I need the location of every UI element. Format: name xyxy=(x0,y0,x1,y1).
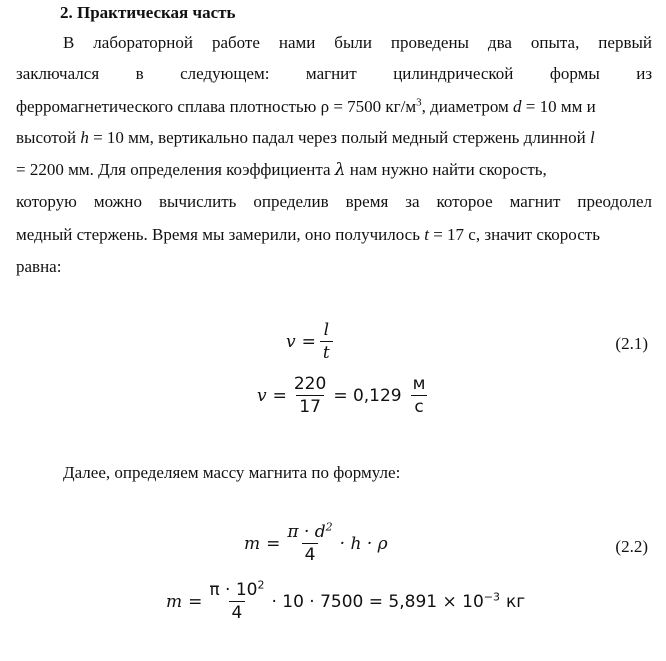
fraction xyxy=(291,374,329,417)
numerator xyxy=(284,522,335,543)
word: следующем: xyxy=(180,64,270,83)
eq-lhs: m xyxy=(166,591,183,612)
unit-denominator: с xyxy=(411,395,426,417)
variable-t: t xyxy=(424,225,429,244)
eq-rest: · h · ρ xyxy=(339,533,388,554)
paragraph-line: В лабораторной работе нами были проведены два опыта, первый xyxy=(63,33,652,52)
paragraph-line: Далее, определяем массу магнита по формуле: xyxy=(63,463,401,482)
eq-sign: = xyxy=(188,591,203,612)
word: цилиндрической xyxy=(393,64,514,83)
word: в xyxy=(135,64,144,83)
equation-2-2-numeric xyxy=(166,580,525,623)
word: заключался xyxy=(16,64,100,83)
paragraph-line: равна: xyxy=(16,257,62,276)
numerator-text: π · d xyxy=(287,522,326,542)
word: магнит xyxy=(305,64,357,83)
fraction xyxy=(284,522,335,565)
superscript: 2 xyxy=(325,520,333,534)
variable-lambda: λ xyxy=(334,160,346,180)
eq-sign: = xyxy=(301,331,316,352)
word: из xyxy=(636,64,653,83)
text-run: = 10 мм, вертикально падал через полый медный стержень длинной xyxy=(88,128,590,147)
unit-fraction xyxy=(410,374,429,417)
text-run: ферромагнетического сплава плотностью ρ = 7500 кг/м xyxy=(16,97,417,116)
exponent: −3 xyxy=(483,589,500,603)
paragraph-line xyxy=(16,96,652,118)
paragraph-line xyxy=(16,127,652,149)
eq-sign: = xyxy=(266,533,281,554)
eq-lhs: v xyxy=(286,331,296,352)
equation-number: (2.1) xyxy=(615,334,648,353)
word: формы xyxy=(549,64,600,83)
section-heading: 2. Практическая часть xyxy=(60,3,236,22)
variable-h: h xyxy=(80,128,89,147)
text-run: = 10 мм и xyxy=(521,97,596,116)
equation-number: (2.2) xyxy=(615,537,648,556)
paragraph-line xyxy=(16,224,652,246)
eq-sign: = xyxy=(272,385,287,406)
numerator: l xyxy=(323,320,329,340)
superscript: 3 xyxy=(416,96,422,109)
unit: кг xyxy=(506,591,526,612)
numerator-text: π · 10 xyxy=(209,580,258,600)
equation-2-2 xyxy=(244,522,388,565)
text-run: = 17 с, значит скорость xyxy=(428,225,600,244)
fraction xyxy=(320,320,333,363)
equation-2-1-numeric xyxy=(257,374,432,417)
eq-result: = 0,129 xyxy=(333,385,402,406)
eq-rest xyxy=(271,589,526,612)
denominator: t xyxy=(320,341,333,363)
unit-numerator: м xyxy=(412,374,426,394)
eq-rest-text: · 10 · 7500 = 5,891 × 10 xyxy=(271,591,484,612)
numerator: 220 xyxy=(293,374,327,394)
variable-l: l xyxy=(589,128,595,147)
eq-lhs: m xyxy=(244,533,261,554)
variable-d: d xyxy=(513,97,522,116)
equation-2-1 xyxy=(286,320,337,363)
denominator: 4 xyxy=(302,543,319,565)
fraction xyxy=(206,580,267,623)
paragraph-line: которую можно вычислить определив время за которое магнит преодолел xyxy=(16,192,652,211)
text-run: нам нужно найти скорость, xyxy=(345,160,547,179)
paragraph-line xyxy=(16,63,652,85)
superscript: 2 xyxy=(257,578,265,592)
text-run: медный стержень. Время мы замерили, оно получилось xyxy=(16,225,425,244)
paragraph-line xyxy=(16,159,652,181)
denominator: 4 xyxy=(229,601,246,623)
text-run: высотой xyxy=(16,128,81,147)
eq-lhs: v xyxy=(257,385,267,406)
text-run: , диаметром xyxy=(421,97,514,116)
denominator: 17 xyxy=(296,395,324,417)
numerator xyxy=(206,580,267,601)
text-run: = 2200 мм. Для определения коэффициента xyxy=(16,160,335,179)
